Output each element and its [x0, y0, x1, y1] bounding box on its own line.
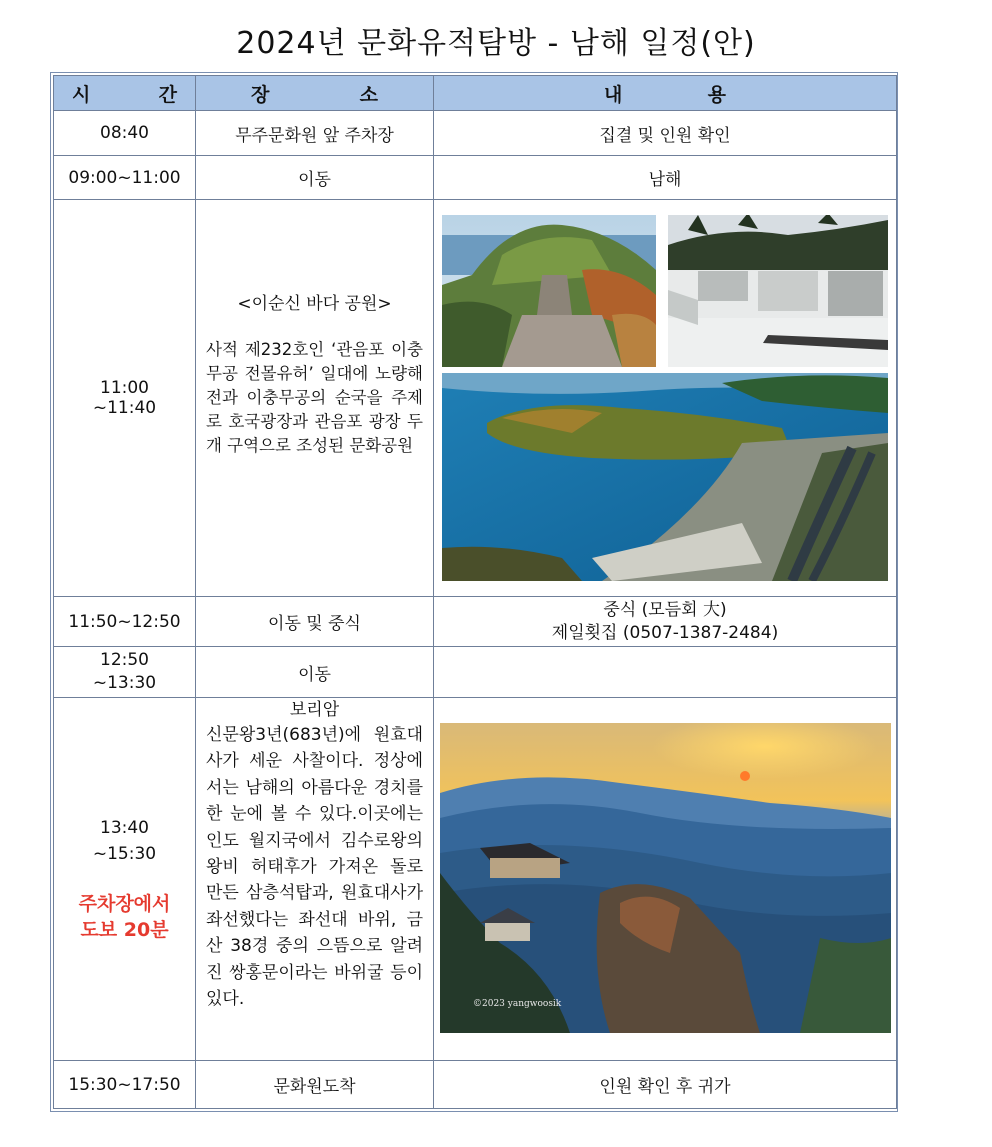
place-title: <이순신 바다 공원> [237, 293, 392, 314]
header-content: 내 용 [434, 76, 897, 111]
content-cell [434, 647, 897, 698]
table-row [54, 156, 897, 200]
header-place: 장 소 [196, 76, 434, 111]
place-cell: 이동 [196, 156, 434, 200]
time-cell: 08:40 [54, 111, 196, 156]
place-title: 보리암 [289, 700, 340, 720]
content-images [434, 200, 897, 597]
content-cell: 인원 확인 후 귀가 [434, 1061, 897, 1109]
place-cell: 이동 [196, 647, 434, 698]
table-row [54, 597, 897, 647]
time-cell: 13:40 ~15:30 주차장에서 도보 20분 [54, 698, 196, 1061]
table-row [54, 698, 897, 1061]
time-cell: 11:50~12:50 [54, 597, 196, 647]
content-images [434, 698, 897, 1061]
walk-note: 주차장에서 [78, 893, 171, 915]
photo-credit: ©2023 yangwoosik [473, 999, 562, 1009]
place-cell: 문화원도착 [196, 1061, 434, 1109]
place-cell: 무주문화원 앞 주차장 [196, 111, 434, 156]
time-cell: 09:00~11:00 [54, 156, 196, 200]
page-title: 2024년 문화유적탐방 - 남해 일정(안) [236, 26, 756, 61]
walk-note: 도보 20분 [80, 919, 169, 941]
header-row [54, 76, 897, 111]
table-row [54, 647, 897, 698]
time-cell: 11:00 ~11:40 [54, 200, 196, 597]
content-cell: 집결 및 인원 확인 [434, 111, 897, 156]
place-cell: 이동 및 중식 [196, 597, 434, 647]
table-row [54, 1061, 897, 1109]
place-description: 신문왕3년(683년)에 원효대사가 세운 사찰이다. 정상에서는 남해의 아름다운 경치를 한 눈에 볼 수 있다.이곳에는 인도 월지국에서 김수로왕의 왕비 허태후가 가져온 돌로 만든 삼층석탑과, 원효대사가 좌선했다는 좌선대 바위, 금산 38경 중의 으뜸으로 알려진 쌍홍문이라는 바위굴 등이 있다. [206, 725, 423, 1010]
table-row [54, 200, 897, 597]
time-cell: 12:50 ~13:30 [54, 647, 196, 698]
boriam-sunrise-photo [440, 723, 891, 1033]
place-cell [196, 698, 434, 1061]
park-hill-photo [442, 215, 656, 367]
table-row [54, 111, 897, 156]
header-time: 시 간 [54, 76, 196, 111]
time-cell: 15:30~17:50 [54, 1061, 196, 1109]
bay-aerial-photo [442, 373, 888, 581]
place-cell [196, 200, 434, 597]
schedule-table [53, 75, 897, 1109]
content-cell: 중식 (모듬회 大) 제일횟집 (0507-1387-2484) [434, 597, 897, 647]
place-description: 사적 제232호인 ‘관음포 이충무공 전몰유허’ 일대에 노량해전과 이충무공의 순국을 주제로 호국광장과 관음포 광장 두 개 구역으로 조성된 문화공원 [206, 339, 423, 455]
content-cell: 남해 [434, 156, 897, 200]
memorial-wall-photo [668, 215, 888, 367]
